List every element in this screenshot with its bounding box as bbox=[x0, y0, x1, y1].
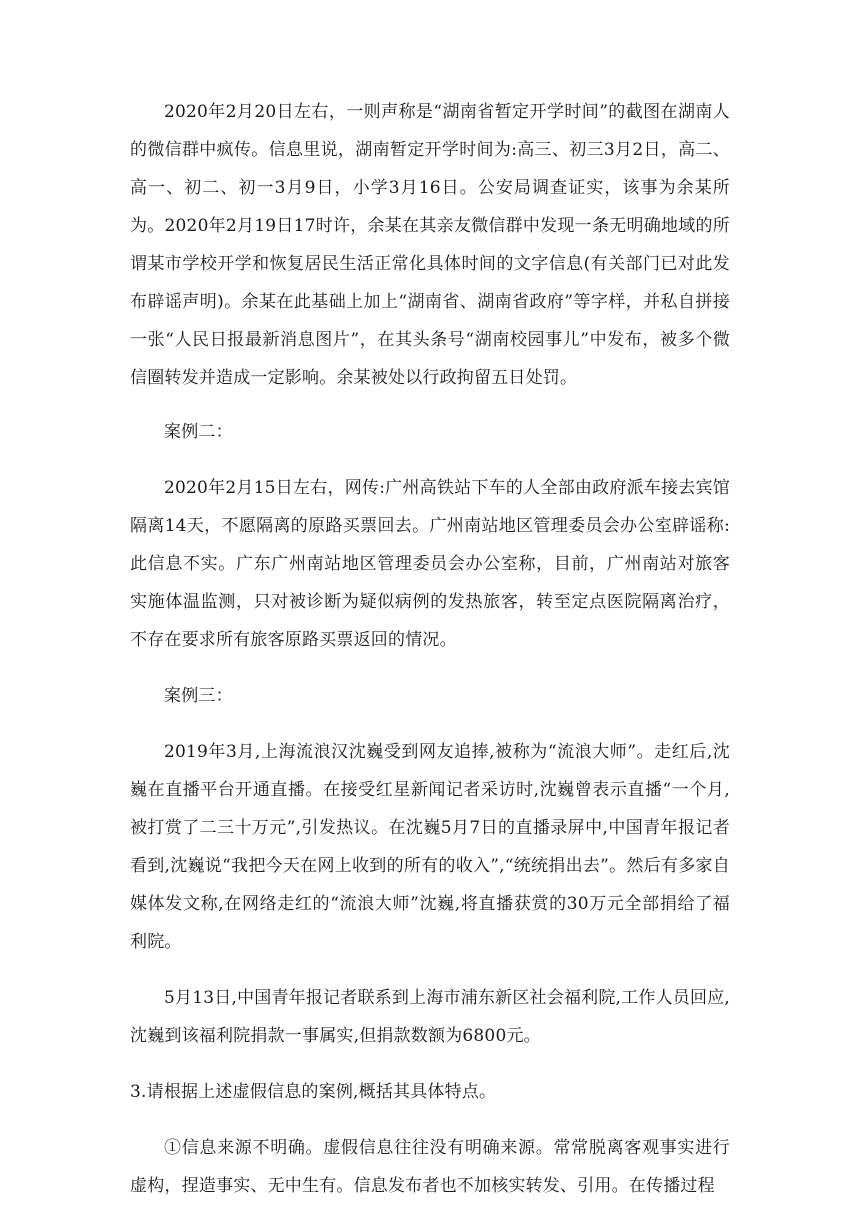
case3-paragraph-1: 2019年3月,上海流浪汉沈巍受到网友追捧,被称为“流浪大师”。走红后,沈巍在直播平台开通直播。在接受红星新闻记者采访时,沈巍曾表示直播“一个月,被打赏了二三十万元”,引发热议。在沈巍5月7日的直播录屏中,中国青年报记者看到,沈巍说“我把今天在网上收到的所有的收入”,“统统捐出去”。然后有多家自媒体发文称,在网络走红的“流浪大师”沈巍,将直播获赏的30万元全部捐给了福利院。 bbox=[130, 742, 730, 952]
document-body bbox=[130, 93, 730, 1205]
case1-paragraph: 2020年2月20日左右，一则声称是“湖南省暂定开学时间”的截图在湖南人的微信群中疯传。信息里说，湖南暂定开学时间为:高三、初三3月2日，高二、高一、初二、初一3月9日，小学3月16日。公安局调查证实，该事为余某所为。2020年2月19日17时许，余某在其亲友微信群中发现一条无明确地域的所谓某市学校开学和恢复居民生活正常化具体时间的文字信息(有关部门已对此发布辟谣声明)。余某在此基础上加上“湖南省、湖南省政府”等字样，并私自拼接一张“人民日报最新消息图片”，在其头条号“湖南校园事儿”中发布，被多个微信圈转发并造成一定影响。余某被处以行政拘留五日处罚。 bbox=[130, 102, 730, 388]
answer-1-paragraph: ①信息来源不明确。虚假信息往往没有明确来源。常常脱离客观事实进行虚构，捏造事实、无中生有。信息发布者也不加核实转发、引用。在传播过程 bbox=[130, 1138, 730, 1196]
case2-paragraph: 2020年2月15日左右，网传:广州高铁站下车的人全部由政府派车接去宾馆隔离14天，不愿隔离的原路买票回去。广州南站地区管理委员会办公室辟谣称:此信息不实。广东广州南站地区管理委员会办公室称，目前，广州南站对旅客实施体温监测，只对被诊断为疑似病例的发热旅客，转至定点医院隔离治疗，不存在要求所有旅客原路买票返回的情况。 bbox=[130, 478, 730, 650]
case2-heading: 案例二： bbox=[164, 422, 233, 442]
case3-heading: 案例三： bbox=[164, 686, 233, 706]
question-3: 3.请根据上述虚假信息的案例,概括其具体特点。 bbox=[130, 1082, 497, 1102]
case3-paragraph-2: 5月13日,中国青年报记者联系到上海市浦东新区社会福利院,工作人员回应,沈巍到该福利院捐款一事属实,但捐款数额为6800元。 bbox=[130, 988, 730, 1046]
